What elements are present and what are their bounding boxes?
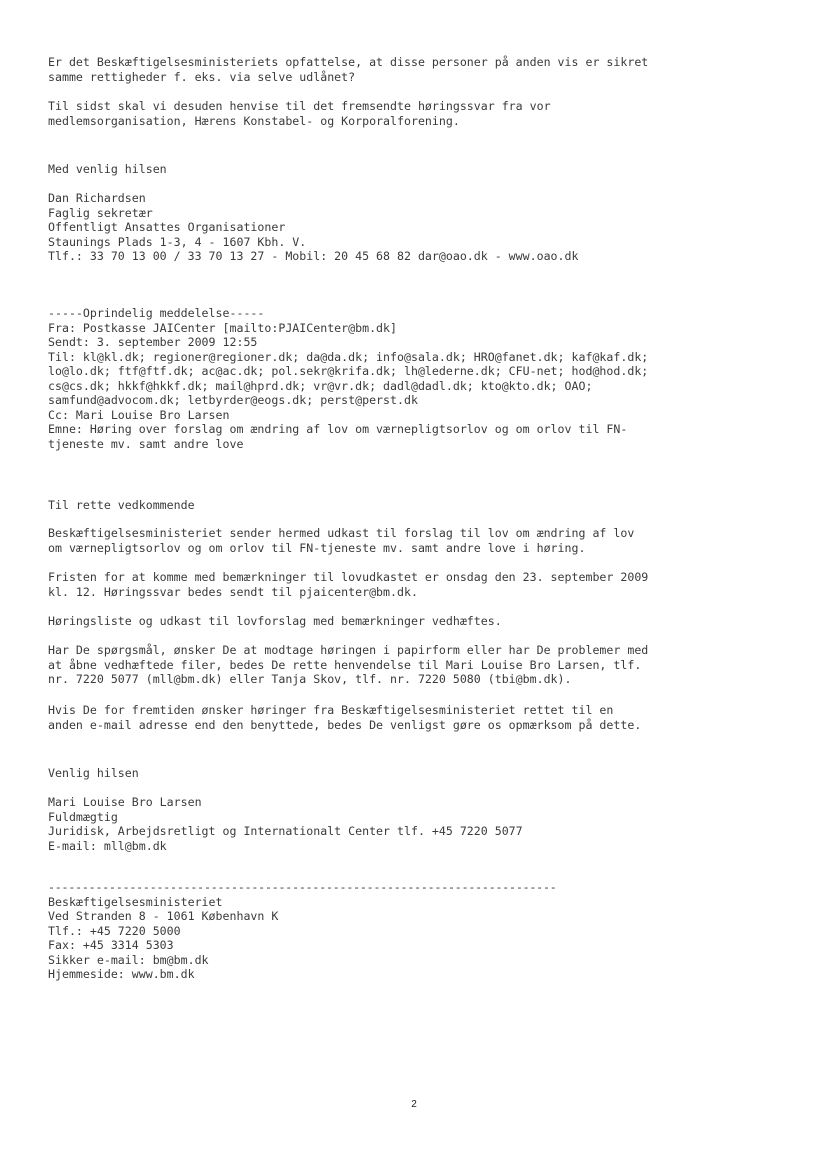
forwarded-sent: Sendt: 3. september 2009 12:55 <box>48 335 258 349</box>
page-number: 2 <box>411 1099 417 1110</box>
signer-title: Faglig sekretær <box>48 205 153 220</box>
signature-block-oao <box>48 191 788 264</box>
text-line: Er det Beskæftigelsesministeriets opfattelse, at disse personer på anden vis er sikret <box>48 55 649 69</box>
text-line: samme rettigheder f. eks. via selve udlånet? <box>48 69 356 84</box>
text-line: Fristen for at komme med bemærkninger til lovudkastet er onsdag den 23. september 2009 <box>48 570 649 584</box>
signer-email: E-mail: mll@bm.dk <box>48 838 167 853</box>
signer-name: Dan Richardsen <box>48 191 146 205</box>
closing-text: Med venlig hilsen <box>48 162 167 176</box>
text-line: kl. 12. Høringssvar bedes sendt til pjaicenter@bm.dk. <box>48 584 418 599</box>
forwarded-separator: -----Oprindelig meddelelse----- <box>48 306 265 320</box>
signer-title: Fuldmægtig <box>48 809 118 824</box>
text-line: anden e-mail adresse end den benyttede, bedes De venligst gøre os opmærksom på dette. <box>48 717 642 732</box>
body-greeting <box>48 498 788 513</box>
forwarded-to: Til: kl@kl.dk; regioner@regioner.dk; da@da.dk; info@sala.dk; HRO@fanet.dk; kaf@kaf.dk; <box>48 349 649 364</box>
body-paragraph-1 <box>48 526 788 555</box>
signer-name: Mari Louise Bro Larsen <box>48 795 202 809</box>
body-paragraph-3 <box>48 614 788 629</box>
signer-contact: Tlf.: 33 70 13 00 / 33 70 13 27 - Mobil: 20 45 68 82 dar@oao.dk - www.oao.dk <box>48 249 579 263</box>
body-paragraph-4 <box>48 643 788 687</box>
footer-block <box>48 880 788 982</box>
closing-greeting-2 <box>48 766 788 781</box>
footer-line: Sikker e-mail: bm@bm.dk <box>48 952 209 967</box>
text-line: Hvis De for fremtiden ønsker høringer fra Beskæftigelsesministeriet rettet til en <box>48 703 614 717</box>
forwarded-subject: tjeneste mv. samt andre love <box>48 436 244 451</box>
body-paragraph-2 <box>48 570 788 599</box>
footer-line: Fax: +45 3314 5303 <box>48 938 174 952</box>
footer-divider: --------------------------------------------------------------------------- <box>48 880 557 894</box>
forwarded-to: samfund@advocom.dk; letbyrder@eogs.dk; perst@perst.dk <box>48 393 418 407</box>
footer-line: Beskæftigelsesministeriet <box>48 894 223 909</box>
closing-greeting <box>48 162 788 177</box>
forwarded-subject: Emne: Høring over forslag om ændring af lov om værnepligtsorlov og om orlov til FN- <box>48 422 628 436</box>
text-line: Til sidst skal vi desuden henvise til det fremsendte høringssvar fra vor <box>48 99 551 113</box>
signer-department: Juridisk, Arbejdsretligt og Internationalt Center tlf. +45 7220 5077 <box>48 824 523 838</box>
forwarded-to: lo@lo.dk; ftf@ftf.dk; ac@ac.dk; pol.sekr@krifa.dk; lh@lederne.dk; CFU-net; hod@hod.dk; <box>48 364 649 378</box>
signer-organisation: Offentligt Ansattes Organisationer <box>48 220 286 234</box>
text-line: Høringsliste og udkast til lovforslag med bemærkninger vedhæftes. <box>48 614 502 628</box>
footer-line: Tlf.: +45 7220 5000 <box>48 923 181 938</box>
forwarded-from: Fra: Postkasse JAICenter [mailto:PJAICenter@bm.dk] <box>48 320 398 335</box>
text-line: om værnepligtsorlov og om orlov til FN-tjeneste mv. samt andre love i høring. <box>48 540 586 555</box>
footer-line: Hjemmeside: www.bm.dk <box>48 967 195 981</box>
text-line: at åbne vedhæftede filer, bedes De rette henvendelse til Mari Louise Bro Larsen, tlf. <box>48 657 642 672</box>
body-paragraph-5 <box>48 703 788 732</box>
intro-paragraph-1 <box>48 55 788 84</box>
text-line: Beskæftigelsesministeriet sender hermed udkast til forslag til lov om ændring af lov <box>48 526 635 540</box>
signature-block-bm <box>48 795 788 853</box>
intro-paragraph-2 <box>48 99 788 128</box>
text-line: Har De spørgsmål, ønsker De at modtage høringen i papirform eller har De problemer med <box>48 643 649 657</box>
signer-address: Staunings Plads 1-3, 4 - 1607 Kbh. V. <box>48 234 307 249</box>
forwarded-cc: Cc: Mari Louise Bro Larsen <box>48 407 230 422</box>
text-line: nr. 7220 5077 (mll@bm.dk) eller Tanja Skov, tlf. nr. 7220 5080 (tbi@bm.dk). <box>48 672 572 686</box>
forwarded-to: cs@cs.dk; hkkf@hkkf.dk; mail@hprd.dk; vr@vr.dk; dadl@dadl.dk; kto@kto.dk; OAO; <box>48 378 593 393</box>
footer-line: Ved Stranden 8 - 1061 København K <box>48 909 279 923</box>
closing-text: Venlig hilsen <box>48 766 139 780</box>
forwarded-message-header <box>48 306 788 451</box>
text-line: medlemsorganisation, Hærens Konstabel- og Korporalforening. <box>48 113 460 128</box>
greeting-text: Til rette vedkommende <box>48 498 195 512</box>
